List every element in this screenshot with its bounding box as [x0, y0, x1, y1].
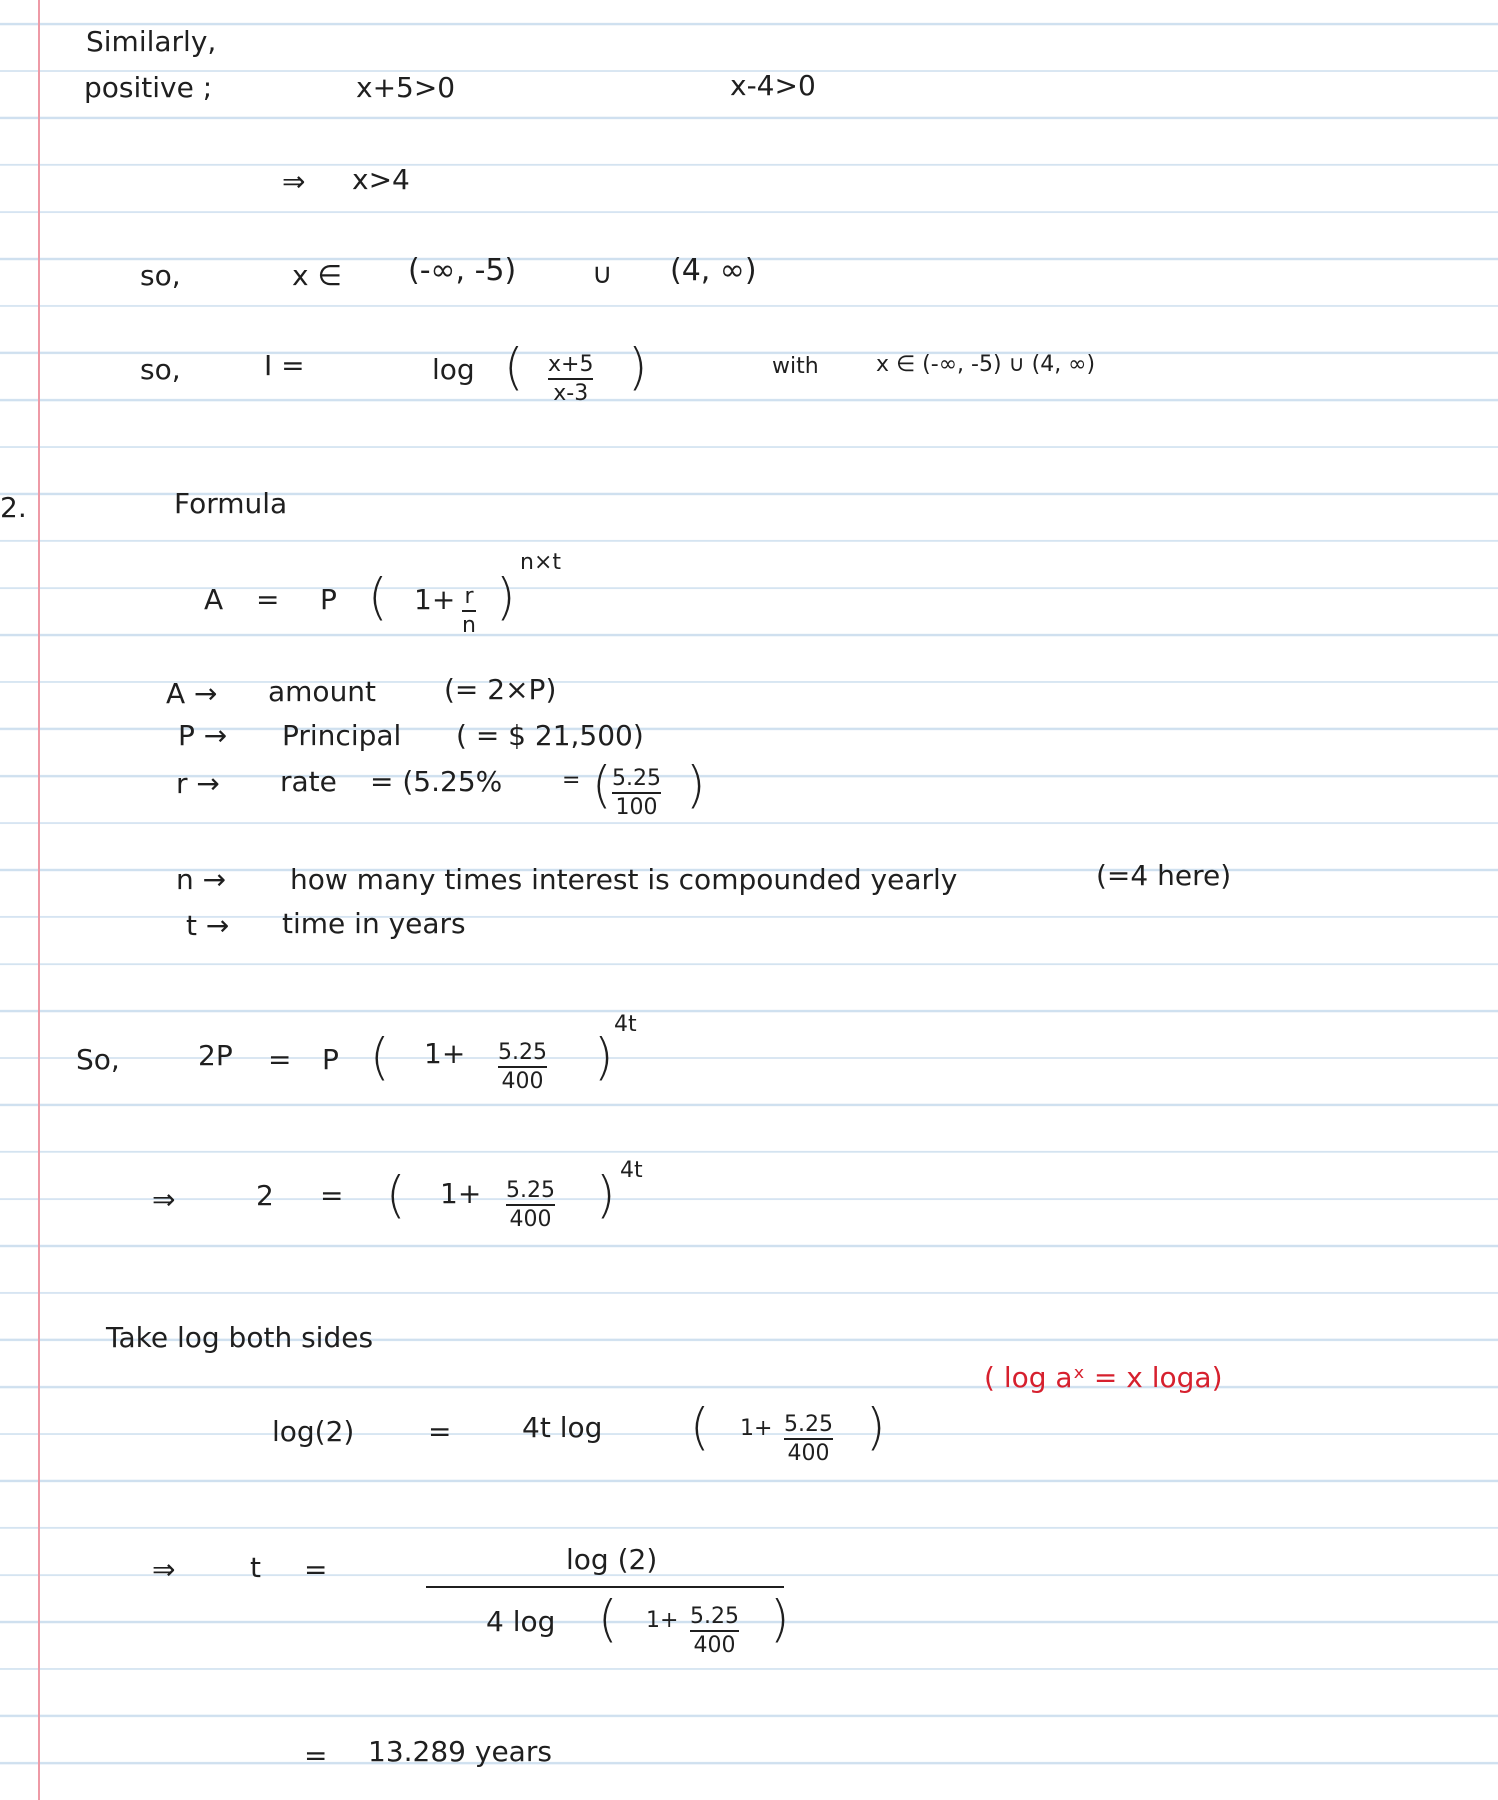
big-fraction-bar	[426, 1586, 784, 1588]
union-symbol: ∪	[592, 257, 613, 290]
big-fraction-denominator-prefix: 4 log	[486, 1605, 556, 1638]
so-label-2: so,	[140, 353, 181, 386]
t-variable: t	[250, 1551, 261, 1584]
fraction-bar	[784, 1438, 833, 1440]
take-log-text: Take log both sides	[106, 1321, 374, 1354]
formula-heading: Formula	[174, 487, 288, 520]
def-A-symbol: A →	[166, 677, 218, 710]
problem-number: 2.	[0, 491, 27, 524]
fraction-x5-x3	[548, 352, 593, 407]
integral-equals: I =	[264, 349, 305, 382]
def-r-open-paren: (	[592, 756, 612, 814]
equals-1: =	[268, 1043, 292, 1076]
so-label-1: so,	[140, 259, 181, 292]
equals-3: =	[428, 1415, 452, 1448]
def-P-symbol: P →	[178, 719, 228, 752]
implies-symbol: ⇒	[282, 165, 306, 198]
denominator-4: 400	[693, 1633, 736, 1659]
final-answer: 13.289 years	[368, 1735, 552, 1768]
numerator-4: 5.25	[690, 1604, 739, 1629]
formula-r-over-n	[462, 584, 476, 639]
denominator-1: 400	[501, 1069, 544, 1095]
formula-close-paren: )	[496, 568, 516, 626]
implies-symbol-2: ⇒	[152, 1183, 176, 1216]
with-text: with	[772, 354, 819, 379]
rhs-P: P	[322, 1043, 339, 1076]
def-n-symbol: n →	[176, 863, 227, 896]
log-rule-note: ( log aˣ = x loga)	[984, 1361, 1223, 1394]
fraction-bar	[498, 1066, 547, 1068]
equals-2: =	[320, 1179, 344, 1212]
close-paren-4: )	[770, 1590, 790, 1648]
formula-A: A	[204, 583, 224, 616]
def-n-text: how many times interest is compounded yearly	[290, 863, 958, 896]
close-paren-2: )	[596, 1166, 616, 1224]
open-paren-2: (	[386, 1166, 406, 1224]
def-r-fraction	[612, 766, 661, 821]
result-x-gt-4: x>4	[352, 163, 410, 196]
domain-text: x ∈ (-∞, -5) ∪ (4, ∞)	[876, 352, 1096, 377]
def-r-symbol: r →	[176, 767, 220, 800]
def-P-text: Principal	[282, 719, 402, 752]
formula-exponent: n×t	[520, 550, 562, 575]
formula-r: r	[464, 584, 474, 609]
def-A-note: (= 2×P)	[444, 673, 557, 706]
fraction-bar	[462, 610, 476, 612]
formula-n: n	[462, 613, 476, 639]
close-paren: )	[628, 338, 648, 396]
numerator-3: 5.25	[784, 1412, 833, 1437]
open-paren-1: (	[370, 1028, 390, 1086]
one-plus-4: 1+	[646, 1608, 679, 1633]
def-r-note: = (5.25%	[370, 765, 503, 798]
formula-open-paren: (	[368, 568, 388, 626]
open-paren: (	[504, 338, 524, 396]
open-paren-3: (	[690, 1398, 710, 1456]
close-paren-3: )	[866, 1398, 886, 1456]
rhs-4t-log: 4t log	[522, 1411, 603, 1444]
denominator-3: 400	[787, 1441, 830, 1467]
def-r-text: rate	[280, 765, 337, 798]
one-plus-3: 1+	[740, 1416, 773, 1441]
numerator-1: 5.25	[498, 1040, 547, 1065]
log-text: log	[432, 353, 475, 386]
fraction-5-25-400-2	[506, 1178, 555, 1233]
def-t-symbol: t →	[186, 909, 230, 942]
fraction-bar	[548, 378, 593, 380]
implies-symbol-3: ⇒	[152, 1553, 176, 1586]
open-paren-4: (	[598, 1590, 618, 1648]
fraction-bar	[612, 792, 661, 794]
exponent-2: 4t	[620, 1158, 643, 1183]
formula-one-plus: 1+	[414, 583, 456, 616]
fraction-denominator: x-3	[553, 381, 589, 407]
equals-5: =	[304, 1739, 328, 1772]
numerator-2: 5.25	[506, 1178, 555, 1203]
def-n-note: (=4 here)	[1096, 859, 1232, 892]
big-fraction-numerator: log (2)	[566, 1543, 658, 1576]
positive-text: positive ;	[84, 71, 213, 104]
fraction-5-25-400-4	[690, 1604, 739, 1659]
fraction-numerator: x+5	[548, 352, 594, 377]
exponent-1: 4t	[614, 1012, 637, 1037]
equals-4: =	[304, 1553, 328, 1586]
def-A-text: amount	[268, 675, 377, 708]
lhs-2P: 2P	[198, 1039, 233, 1072]
fraction-5-25-400-1	[498, 1040, 547, 1095]
so-label-3: So,	[76, 1043, 120, 1076]
fraction-bar	[506, 1204, 555, 1206]
inequality-1: x+5>0	[356, 71, 456, 104]
def-r-numerator: 5.25	[612, 766, 661, 791]
def-r-equals: =	[562, 768, 581, 793]
one-plus-2: 1+	[440, 1177, 482, 1210]
def-P-note: ( = $ 21,500)	[456, 719, 644, 752]
log-2-lhs: log(2)	[272, 1415, 355, 1448]
fraction-5-25-400-3	[784, 1412, 833, 1467]
lhs-2: 2	[256, 1179, 274, 1212]
x-in-text: x ∈	[292, 259, 342, 292]
def-r-close-paren: )	[686, 756, 706, 814]
similarly-text: Similarly,	[86, 25, 217, 58]
margin-line	[38, 0, 40, 1800]
inequality-2: x-4>0	[730, 69, 816, 102]
denominator-2: 400	[509, 1207, 552, 1233]
def-t-text: time in years	[282, 907, 466, 940]
close-paren-1: )	[594, 1028, 614, 1086]
interval-2: (4, ∞)	[670, 253, 757, 288]
interval-1: (-∞, -5)	[408, 253, 517, 288]
fraction-bar	[690, 1630, 739, 1632]
def-r-denominator: 100	[615, 795, 658, 821]
formula-P: P	[320, 583, 337, 616]
one-plus-1: 1+	[424, 1037, 466, 1070]
formula-equals: =	[256, 583, 280, 616]
